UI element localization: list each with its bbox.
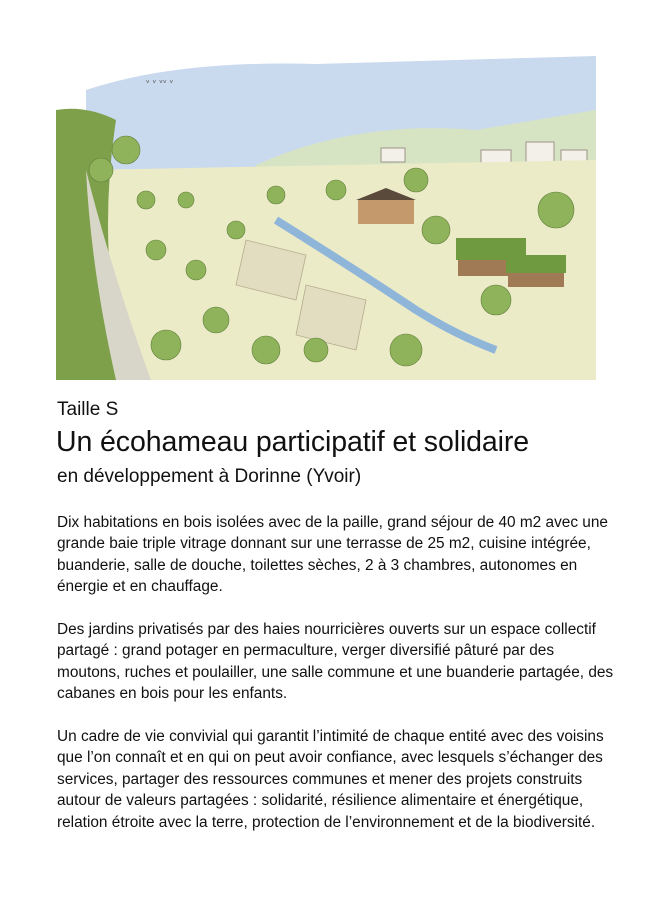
subtitle: en développement à Dorinne (Yvoir) bbox=[57, 466, 362, 487]
wooden-house-3 bbox=[506, 255, 566, 287]
page-title: Un écohameau participatif et solidaire bbox=[56, 426, 530, 458]
paragraph-gardens: Des jardins privatisés par des haies nourricières ouverts sur un espace collectif partagé : grand potager en permaculture, verger diversifié pâturé par des moutons, ruches et poulailler, une salle commune et une buanderie partagée, des cabanes en bois pour les enfants. bbox=[57, 621, 614, 703]
birds: ᵛ ᵛ ᵛᵛ ᵛ bbox=[146, 79, 174, 89]
watercolor-landscape bbox=[56, 50, 596, 380]
description-body bbox=[57, 512, 617, 854]
ecohamlet-illustration bbox=[56, 50, 596, 380]
paragraph-community: Un cadre de vie convivial qui garantit l’intimité de chaque entité avec des voisins que l’on connaît et en qui on peut avoir confiance, avec lesquels s’échanger des services, partager des ressources communes et mener des projets construits autour de valeurs partagées : solidarité, résilience alimentaire et énergétique, relation étroite avec la terre, protection de l’environnement et de la biodiversité. bbox=[57, 728, 604, 831]
size-label: Taille S bbox=[57, 399, 119, 420]
paragraph-housing: Dix habitations en bois isolées avec de la paille, grand séjour de 40 m2 avec une grande baie triple vitrage donnant sur une terrasse de 25 m2, cuisine intégrée, buanderie, salle de douche, toilettes sèches, 2 à 3 chambres, autonomes en énergie et en chauffage. bbox=[57, 514, 608, 596]
